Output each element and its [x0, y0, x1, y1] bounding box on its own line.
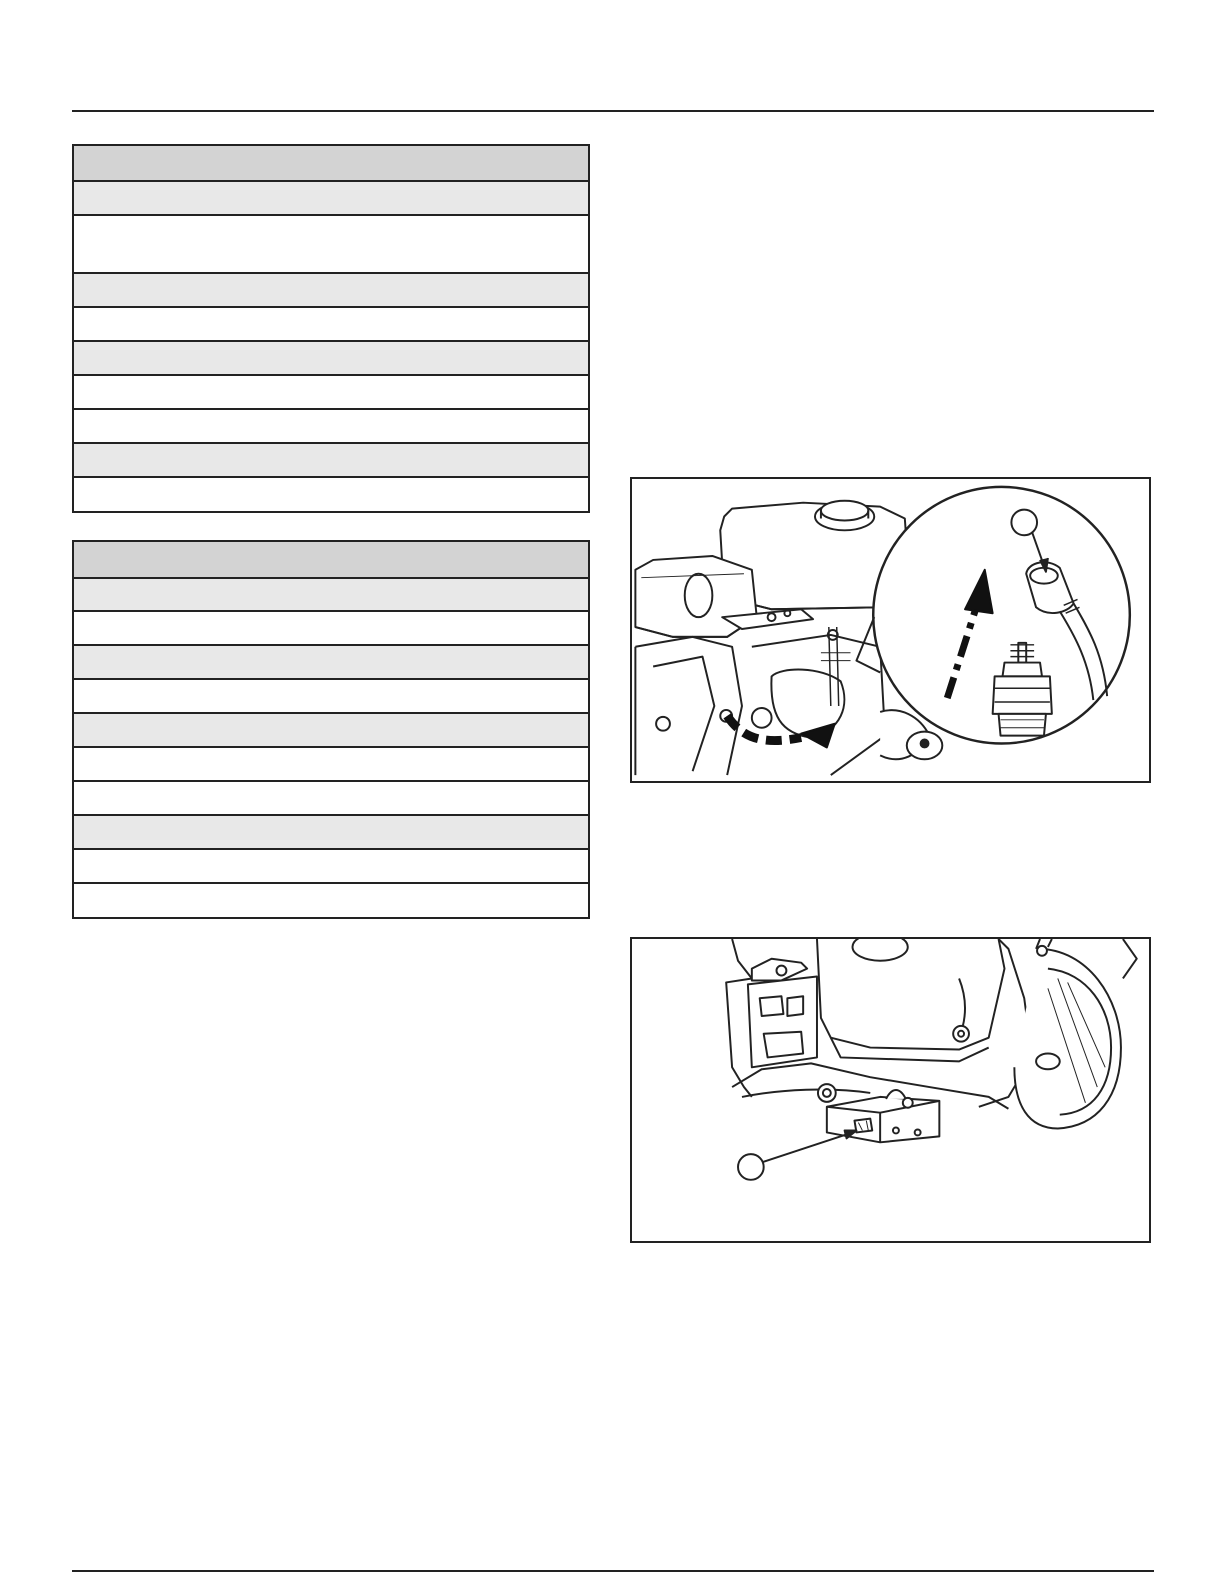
table-2-body-row: [74, 612, 588, 646]
table-2-section-row: [74, 579, 588, 612]
table-2-body-row: [74, 782, 588, 816]
table-1-body-row: [74, 308, 588, 342]
table-1-body-row: [74, 376, 588, 410]
table-1-body-row: [74, 410, 588, 444]
header-rule: [72, 110, 1154, 112]
maintenance-table-2: [72, 540, 590, 919]
table-1-section-row: [74, 274, 588, 308]
table-2-body-row: [74, 748, 588, 782]
table-2-body-row: [74, 884, 588, 917]
table-2-header-row: [74, 542, 588, 579]
table-1-body-row: [74, 216, 588, 274]
table-2-body-row: [74, 850, 588, 884]
footer-rule: [72, 1570, 1154, 1572]
table-1-section-row: [74, 342, 588, 376]
table-2-section-row: [74, 714, 588, 748]
table-1-body-row: [74, 478, 588, 511]
table-2-section-row: [74, 646, 588, 680]
engine-illustration-1: [632, 479, 1149, 781]
table-1-header-row: [74, 146, 588, 182]
table-1-section-row: [74, 182, 588, 216]
table-2-section-row: [74, 816, 588, 850]
maintenance-table-1: [72, 144, 590, 513]
table-2-body-row: [74, 680, 588, 714]
figure-spark-plug-wire: [630, 477, 1151, 783]
figure-oil-drain-plug: [630, 937, 1151, 1243]
engine-illustration-2: [632, 939, 1149, 1241]
table-1-section-row: [74, 444, 588, 478]
